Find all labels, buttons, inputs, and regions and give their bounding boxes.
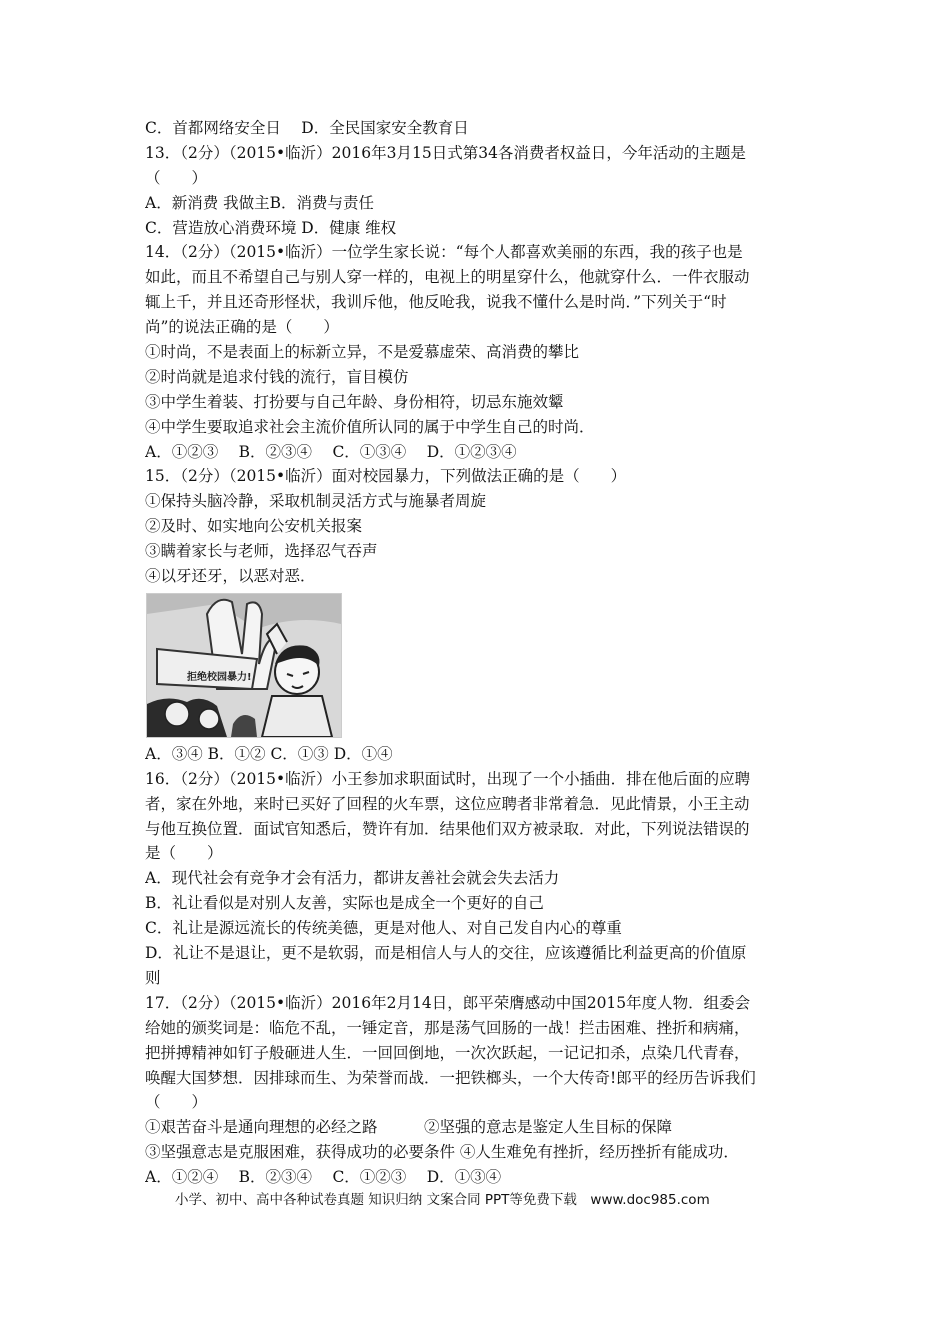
q17-stem-line-4: 唤醒大国梦想．因排球而生、为荣誉而战．一把铁榔头，一个大传奇!郎平的经历告诉我们 bbox=[145, 1068, 756, 1087]
school-violence-illustration bbox=[146, 593, 342, 738]
illustration-slogan: 拒绝校园暴力! bbox=[187, 671, 252, 683]
illustration-drawing bbox=[147, 594, 341, 737]
q16-option-d-line-1: D．礼让不是退让，更不是软弱，而是相信人与人的交往，应该遵循比利益更高的价值原 bbox=[145, 944, 747, 963]
q17-stem-line-3: 把拼搏精神如钉子般砸进人生．一回回倒地，一次次跃起，一记记扣杀，点染几代青春， bbox=[145, 1043, 750, 1062]
q17-options: A．①②④ B．②③④ C．①②③ D．①③④ bbox=[145, 1168, 502, 1187]
question-16 bbox=[145, 767, 815, 991]
q15-item-3: ③瞒着家长与老师，选择忍气吞声 bbox=[145, 542, 378, 561]
q17-items-line-2: ③坚强意志是克服困难，获得成功的必要条件 ④人生难免有挫折，经历挫折有能成功． bbox=[145, 1143, 739, 1162]
q13-stem-line-2: （ ） bbox=[145, 168, 208, 187]
q14-stem-line-1: 14．（2分）（2015•临沂）一位学生家长说：“每个人都喜欢美丽的东西，我的孩子也是 bbox=[145, 243, 743, 262]
q15-item-4: ④以牙还牙，以恶对恶． bbox=[145, 567, 316, 586]
q16-stem-line-4: 是（ ） bbox=[145, 844, 223, 863]
q14-item-2: ②时尚就是追求付钱的流行，盲目模仿 bbox=[145, 367, 409, 386]
q16-option-b: B．礼让看似是对别人友善，实际也是成全一个更好的自己 bbox=[145, 894, 544, 913]
q16-stem-line-2: 者，家在外地，来时已买好了回程的火车票，这位应聘者非常着急．见此情景，小王主动 bbox=[145, 794, 750, 813]
q14-item-1: ①时尚，不是表面上的标新立异，不是爱慕虚荣、高消费的攀比 bbox=[145, 343, 580, 362]
q14-item-3: ③中学生着装、打扮要与自己年龄、身份相符，切忌东施效颦 bbox=[145, 392, 564, 411]
q17-stem-line-1: 17．（2分）（2015•临沂）2016年2月14日，郎平荣膺感动中国2015年度人物．组委会 bbox=[145, 993, 751, 1012]
q16-option-c: C．礼让是源远流长的传统美德，更是对他人、对自己发自内心的尊重 bbox=[145, 919, 622, 938]
q14-stem-line-2: 如此，而且不希望自己与别人穿一样的，电视上的明星穿什么，他就穿什么．一件衣服动 bbox=[145, 268, 750, 287]
q14-options: A．①②③ B．②③④ C．①③④ D．①②③④ bbox=[145, 442, 517, 461]
q15-stem-line-1: 15．（2分）（2015•临沂）面对校园暴力，下列做法正确的是（ ） bbox=[145, 467, 627, 486]
q13-options-line-1: A．新消费 我做主B．消费与责任 bbox=[145, 193, 375, 212]
q15-item-2: ②及时、如实地向公安机关报案 bbox=[145, 517, 363, 536]
question-15 bbox=[145, 464, 815, 766]
q17-items-line-1: ①艰苦奋斗是通向理想的必经之路 ②坚强的意志是鉴定人生目标的保障 bbox=[145, 1118, 673, 1137]
q14-item-4: ④中学生要取追求社会主流价值所认同的属于中学生自己的时尚． bbox=[145, 417, 595, 436]
question-14 bbox=[145, 240, 815, 464]
q13-options-line-2: C．营造放心消费环境 D．健康 维权 bbox=[145, 218, 397, 237]
question-13 bbox=[145, 141, 815, 241]
exam-content bbox=[145, 116, 815, 1190]
q13-stem-line-1: 13．（2分）（2015•临沂）2016年3月15日式第34各消费者权益日，今年活动的主题是 bbox=[145, 143, 746, 162]
q16-option-a: A．现代社会有竞争才会有活力，都讲友善社会就会失去活力 bbox=[145, 869, 560, 888]
q16-option-d-line-2: 则 bbox=[145, 968, 161, 987]
q16-stem-line-1: 16．（2分）（2015•临沂）小王参加求职面试时，出现了一个小插曲．排在他后面的应聘 bbox=[145, 769, 751, 788]
q15-item-1: ①保持头脑冷静，采取机制灵活方式与施暴者周旋 bbox=[145, 492, 487, 511]
q12-options-tail: C．首都网络安全日 D．全民国家安全教育日 bbox=[145, 119, 469, 137]
question-17 bbox=[145, 991, 815, 1190]
q17-stem-line-2: 给她的颁奖词是：临危不乱，一锤定音，那是荡气回肠的一战！拦击困难、挫折和病痛， bbox=[145, 1018, 750, 1037]
q14-stem-line-3: 辄上千，并且还奇形怪状，我训斥他，他反呛我，说我不懂什么是时尚．”下列关于“时 bbox=[145, 293, 727, 312]
q15-options: A．③④ B．①② C．①③ D．①④ bbox=[145, 744, 393, 763]
q17-stem-line-5: （ ） bbox=[145, 1093, 208, 1112]
page-footer: 小学、初中、高中各种试卷真题 知识归纳 文案合同 PPT等免费下载 www.doc985.com bbox=[175, 1192, 710, 1208]
q16-stem-line-3: 与他互换位置．面试官知悉后，赞许有加．结果他们双方被录取．对此，下列说法错误的 bbox=[145, 819, 750, 838]
q14-stem-line-4: 尚”的说法正确的是（ ） bbox=[145, 318, 339, 337]
